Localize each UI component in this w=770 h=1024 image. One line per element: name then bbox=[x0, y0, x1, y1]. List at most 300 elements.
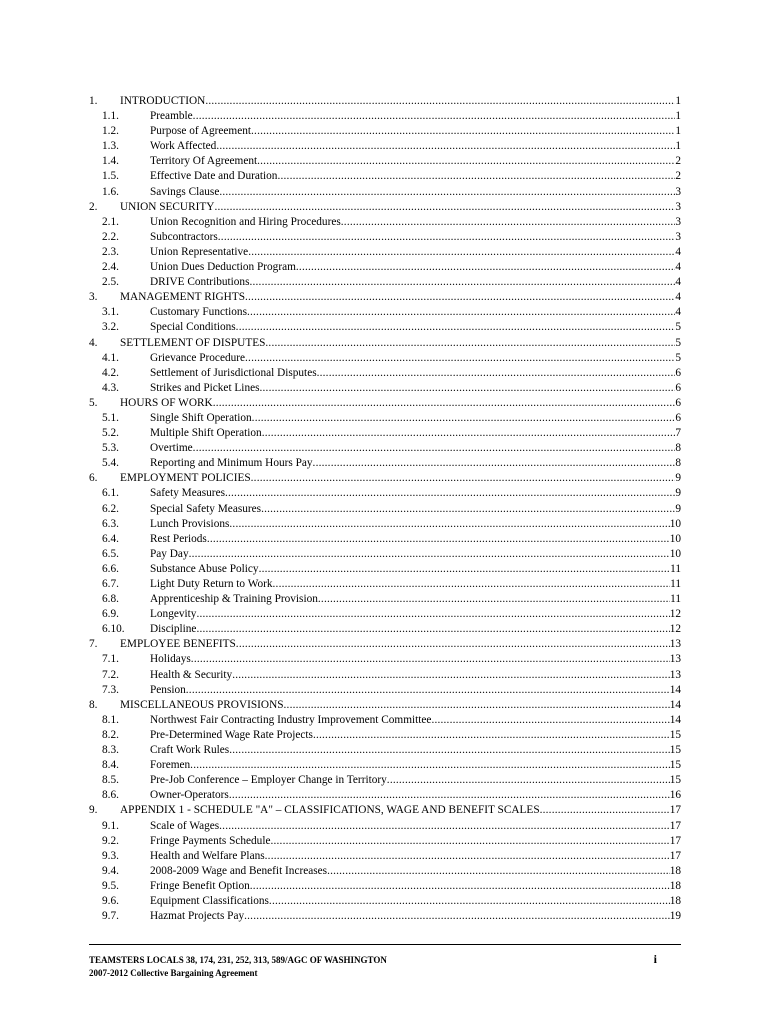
toc-entry-body bbox=[150, 592, 681, 607]
toc-subsection-entry[interactable] bbox=[89, 109, 681, 124]
toc-entry-title: Foremen bbox=[150, 759, 191, 772]
toc-dot-leader bbox=[219, 185, 675, 200]
table-of-contents bbox=[89, 94, 681, 924]
toc-entry-body bbox=[150, 773, 681, 788]
toc-subsection-entry[interactable] bbox=[89, 245, 681, 260]
toc-entry-body bbox=[150, 185, 681, 200]
toc-entry-page: 14 bbox=[669, 683, 681, 696]
toc-subsection-entry[interactable] bbox=[89, 547, 681, 562]
toc-subsection-entry[interactable] bbox=[89, 592, 681, 607]
toc-entry-title: Apprenticeship & Training Provision bbox=[150, 593, 318, 606]
toc-entry-title: Pay Day bbox=[150, 547, 189, 560]
toc-entry-title: Union Representative bbox=[150, 245, 249, 258]
toc-entry-body bbox=[150, 305, 681, 320]
toc-entry-body bbox=[150, 275, 681, 290]
toc-entry-number: 8. bbox=[89, 698, 98, 711]
toc-entry-number: 5.2. bbox=[102, 427, 119, 440]
toc-entry-page: 18 bbox=[669, 894, 681, 907]
toc-subsection-entry[interactable] bbox=[89, 728, 681, 743]
toc-entry-title: Scale of Wages bbox=[150, 819, 220, 832]
toc-subsection-entry[interactable] bbox=[89, 411, 681, 426]
toc-entry-number: 2. bbox=[89, 200, 98, 213]
toc-entry-page: 3 bbox=[675, 215, 681, 228]
toc-entry-body bbox=[150, 139, 681, 154]
toc-entry-body bbox=[150, 652, 681, 667]
toc-entry-page: 4 bbox=[675, 276, 681, 289]
toc-subsection-entry[interactable] bbox=[89, 517, 681, 532]
toc-entry-page: 15 bbox=[669, 759, 681, 772]
toc-section-entry[interactable] bbox=[89, 471, 681, 486]
toc-entry-page: 1 bbox=[675, 140, 681, 153]
toc-entry-title: MISCELLANEOUS PROVISIONS bbox=[120, 698, 284, 711]
toc-entry-body bbox=[150, 758, 681, 773]
toc-subsection-entry[interactable] bbox=[89, 320, 681, 335]
toc-entry-number: 2.2. bbox=[102, 230, 119, 243]
toc-entry-number: 8.2. bbox=[102, 728, 119, 741]
toc-subsection-entry[interactable] bbox=[89, 894, 681, 909]
toc-entry-page: 11 bbox=[670, 578, 681, 590]
toc-entry-page: 11 bbox=[670, 593, 681, 606]
toc-entry-page: 9 bbox=[675, 502, 681, 515]
toc-subsection-entry[interactable] bbox=[89, 260, 681, 275]
toc-dot-leader bbox=[236, 320, 676, 335]
toc-entry-page: 4 bbox=[675, 291, 681, 304]
toc-entry-title: Subcontractors bbox=[150, 230, 218, 243]
toc-entry-body bbox=[150, 683, 681, 698]
toc-entry-number: 6.6. bbox=[102, 562, 119, 575]
toc-entry-number: 6.10. bbox=[102, 623, 125, 636]
toc-entry-page: 13 bbox=[669, 638, 681, 651]
toc-subsection-entry[interactable] bbox=[89, 381, 681, 396]
toc-entry-number: 6.9. bbox=[102, 608, 119, 621]
toc-subsection-entry[interactable] bbox=[89, 230, 681, 245]
toc-subsection-entry[interactable] bbox=[89, 351, 681, 366]
toc-dot-leader bbox=[205, 94, 675, 109]
toc-entry-number: 6.4. bbox=[102, 532, 119, 545]
toc-entry-number: 6.2. bbox=[102, 502, 119, 515]
toc-entry-page: 10 bbox=[669, 517, 681, 530]
toc-entry-number: 8.5. bbox=[102, 774, 119, 787]
toc-entry-page: 4 bbox=[675, 245, 681, 258]
toc-entry-title: Northwest Fair Contracting Industry Improvement Committee bbox=[150, 713, 432, 726]
toc-entry-body bbox=[150, 562, 681, 577]
toc-entry-page: 3 bbox=[675, 200, 681, 213]
toc-entry-number: 3.2. bbox=[102, 321, 119, 334]
toc-entry-body bbox=[150, 109, 681, 124]
toc-dot-leader bbox=[431, 713, 669, 728]
toc-entry-page: 13 bbox=[669, 668, 681, 681]
toc-entry-body bbox=[120, 698, 681, 713]
toc-entry-title: Safety Measures bbox=[150, 487, 225, 500]
toc-entry-body bbox=[150, 411, 681, 426]
toc-entry-number: 1. bbox=[89, 95, 98, 107]
toc-dot-leader bbox=[273, 577, 671, 592]
toc-entry-number: 9.3. bbox=[102, 849, 119, 862]
toc-entry-page: 18 bbox=[669, 864, 681, 877]
toc-entry-title: Pension bbox=[150, 683, 186, 696]
toc-entry-number: 8.1. bbox=[102, 713, 119, 726]
footer-subtitle: 2007-2012 Collective Bargaining Agreement bbox=[89, 968, 258, 978]
toc-entry-page: 4 bbox=[675, 306, 681, 319]
toc-entry-number: 4.3. bbox=[102, 381, 119, 394]
toc-entry-number: 6.7. bbox=[102, 578, 119, 590]
toc-dot-leader bbox=[387, 773, 670, 788]
toc-subsection-entry[interactable] bbox=[89, 622, 681, 637]
toc-entry-page: 13 bbox=[669, 653, 681, 666]
toc-subsection-entry[interactable] bbox=[89, 486, 681, 501]
toc-entry-number: 3.1. bbox=[102, 306, 119, 319]
toc-subsection-entry[interactable] bbox=[89, 502, 681, 517]
toc-entry-page: 7 bbox=[675, 427, 681, 440]
toc-dot-leader bbox=[218, 230, 676, 245]
toc-entry-body bbox=[150, 517, 681, 532]
toc-dot-leader bbox=[232, 668, 670, 683]
toc-entry-title: Single Shift Operation bbox=[150, 411, 252, 424]
toc-entry-body bbox=[150, 834, 681, 849]
toc-entry-number: 4.2. bbox=[102, 366, 119, 379]
toc-entry-page: 1 bbox=[675, 95, 681, 107]
toc-entry-title: Strikes and Picket Lines bbox=[150, 381, 260, 394]
toc-dot-leader bbox=[219, 819, 670, 834]
toc-dot-leader bbox=[229, 517, 669, 532]
toc-entry-body bbox=[150, 260, 681, 275]
toc-dot-leader bbox=[189, 547, 670, 562]
toc-dot-leader bbox=[540, 803, 670, 818]
toc-dot-leader bbox=[193, 441, 676, 456]
toc-entry-title: APPENDIX 1 - SCHEDULE "A" – CLASSIFICATIONS, WAGE AND BENEFIT SCALES bbox=[120, 804, 540, 817]
toc-dot-leader bbox=[313, 456, 676, 471]
toc-subsection-entry[interactable] bbox=[89, 215, 681, 230]
footer-title: TEAMSTERS LOCALS 38, 174, 231, 252, 313, 589/AGC OF WASHINGTON bbox=[89, 955, 387, 965]
toc-entry-page: 17 bbox=[669, 849, 681, 862]
toc-entry-page: 4 bbox=[675, 261, 681, 274]
toc-section-entry[interactable] bbox=[89, 637, 681, 652]
toc-entry-page: 15 bbox=[669, 744, 681, 757]
toc-section-entry[interactable] bbox=[89, 94, 681, 109]
toc-entry-body bbox=[150, 864, 681, 879]
toc-entry-body bbox=[150, 169, 681, 184]
toc-entry-title: Union Recognition and Hiring Procedures bbox=[150, 215, 341, 228]
toc-dot-leader bbox=[260, 381, 676, 396]
toc-subsection-entry[interactable] bbox=[89, 879, 681, 894]
toc-entry-title: Multiple Shift Operation bbox=[150, 427, 262, 440]
toc-section-entry[interactable] bbox=[89, 200, 681, 215]
toc-dot-leader bbox=[313, 728, 670, 743]
toc-entry-page: 17 bbox=[669, 834, 681, 847]
toc-entry-title: DRIVE Contributions bbox=[150, 276, 250, 289]
toc-dot-leader bbox=[317, 366, 676, 381]
toc-entry-title: Special Conditions bbox=[150, 321, 236, 334]
toc-entry-title: Hazmat Projects Pay bbox=[150, 910, 245, 923]
toc-entry-title: Overtime bbox=[150, 442, 193, 455]
toc-entry-body bbox=[150, 351, 681, 366]
toc-dot-leader bbox=[250, 879, 670, 894]
toc-dot-leader bbox=[277, 169, 675, 184]
toc-entry-body bbox=[150, 743, 681, 758]
toc-entry-number: 2.5. bbox=[102, 276, 119, 289]
toc-subsection-entry[interactable] bbox=[89, 577, 681, 592]
toc-subsection-entry[interactable] bbox=[89, 532, 681, 547]
toc-entry-title: MANAGEMENT RIGHTS bbox=[120, 291, 245, 304]
toc-entry-page: 15 bbox=[669, 728, 681, 741]
toc-dot-leader bbox=[245, 351, 675, 366]
toc-entry-body bbox=[150, 124, 681, 139]
toc-entry-page: 16 bbox=[669, 789, 681, 802]
toc-dot-leader bbox=[236, 637, 670, 652]
toc-entry-title: Reporting and Minimum Hours Pay bbox=[150, 457, 313, 470]
toc-subsection-entry[interactable] bbox=[89, 124, 681, 139]
page-footer bbox=[89, 954, 681, 980]
toc-entry-number: 5.1. bbox=[102, 411, 119, 424]
toc-dot-leader bbox=[225, 486, 675, 501]
toc-subsection-entry[interactable] bbox=[89, 275, 681, 290]
toc-entry-title: UNION SECURITY bbox=[120, 200, 215, 213]
toc-entry-page: 5 bbox=[675, 351, 681, 364]
toc-dot-leader bbox=[247, 305, 675, 320]
toc-entry-body bbox=[150, 607, 681, 622]
toc-section-entry[interactable] bbox=[89, 336, 681, 351]
toc-entry-number: 5.4. bbox=[102, 457, 119, 470]
toc-entry-title: Customary Functions bbox=[150, 306, 247, 319]
toc-entry-body bbox=[150, 154, 681, 169]
toc-subsection-entry[interactable] bbox=[89, 426, 681, 441]
toc-dot-leader bbox=[327, 864, 670, 879]
toc-entry-number: 6.1. bbox=[102, 487, 119, 500]
toc-entry-number: 1.2. bbox=[102, 125, 119, 138]
toc-entry-title: Preamble bbox=[150, 110, 193, 123]
toc-dot-leader bbox=[196, 622, 669, 637]
toc-dot-leader bbox=[318, 592, 670, 607]
toc-entry-number: 7. bbox=[89, 638, 98, 651]
toc-entry-body bbox=[150, 668, 681, 683]
toc-section-entry[interactable] bbox=[89, 698, 681, 713]
toc-entry-page: 6 bbox=[675, 396, 681, 409]
toc-entry-number: 9.2. bbox=[102, 834, 119, 847]
toc-subsection-entry[interactable] bbox=[89, 788, 681, 803]
toc-subsection-entry[interactable] bbox=[89, 713, 681, 728]
toc-entry-page: 6 bbox=[675, 411, 681, 424]
toc-entry-body bbox=[150, 849, 681, 864]
toc-dot-leader bbox=[252, 411, 676, 426]
toc-subsection-entry[interactable] bbox=[89, 607, 681, 622]
toc-entry-body bbox=[150, 486, 681, 501]
toc-entry-title: Substance Abuse Policy bbox=[150, 562, 259, 575]
toc-subsection-entry[interactable] bbox=[89, 652, 681, 667]
toc-subsection-entry[interactable] bbox=[89, 758, 681, 773]
toc-entry-number: 3. bbox=[89, 291, 98, 304]
toc-entry-page: 1 bbox=[675, 125, 681, 138]
toc-dot-leader bbox=[269, 894, 670, 909]
toc-entry-number: 8.3. bbox=[102, 744, 119, 757]
toc-entry-body bbox=[150, 622, 681, 637]
toc-dot-leader bbox=[190, 758, 670, 773]
toc-entry-number: 8.6. bbox=[102, 789, 119, 802]
toc-entry-body bbox=[150, 819, 681, 834]
toc-dot-leader bbox=[265, 336, 675, 351]
toc-section-entry[interactable] bbox=[89, 290, 681, 305]
toc-subsection-entry[interactable] bbox=[89, 441, 681, 456]
toc-entry-page: 5 bbox=[675, 321, 681, 334]
toc-entry-body bbox=[120, 396, 681, 411]
toc-entry-number: 1.6. bbox=[102, 185, 119, 198]
toc-entry-page: 9 bbox=[675, 487, 681, 500]
toc-entry-body bbox=[120, 637, 681, 652]
toc-subsection-entry[interactable] bbox=[89, 154, 681, 169]
toc-entry-number: 7.1. bbox=[102, 653, 119, 666]
toc-dot-leader bbox=[284, 698, 670, 713]
toc-entry-body bbox=[150, 577, 681, 592]
toc-entry-page: 11 bbox=[670, 562, 681, 575]
toc-entry-title: SETTLEMENT OF DISPUTES bbox=[120, 336, 266, 349]
toc-entry-body bbox=[150, 909, 681, 924]
toc-entry-title: Longevity bbox=[150, 608, 197, 621]
toc-entry-page: 3 bbox=[675, 230, 681, 243]
toc-entry-page: 18 bbox=[669, 879, 681, 892]
toc-entry-title: 2008-2009 Wage and Benefit Increases bbox=[150, 864, 328, 877]
toc-entry-title: EMPLOYEE BENEFITS bbox=[120, 638, 236, 651]
toc-dot-leader bbox=[341, 215, 676, 230]
toc-entry-title: Fringe Benefit Option bbox=[150, 879, 250, 892]
toc-entry-title: Light Duty Return to Work bbox=[150, 578, 273, 590]
toc-entry-title: HOURS OF WORK bbox=[120, 396, 213, 409]
toc-entry-title: Holidays bbox=[150, 653, 191, 666]
toc-entry-title: Work Affected bbox=[150, 140, 217, 153]
toc-entry-number: 4.1. bbox=[102, 351, 119, 364]
toc-dot-leader bbox=[261, 502, 675, 517]
toc-subsection-entry[interactable] bbox=[89, 562, 681, 577]
toc-entry-title: Health and Welfare Plans bbox=[150, 849, 265, 862]
toc-dot-leader bbox=[259, 562, 671, 577]
toc-entry-body bbox=[150, 441, 681, 456]
toc-dot-leader bbox=[251, 124, 675, 139]
toc-entry-number: 6.5. bbox=[102, 547, 119, 560]
toc-dot-leader bbox=[216, 139, 675, 154]
toc-entry-number: 9.1. bbox=[102, 819, 119, 832]
toc-entry-page: 8 bbox=[675, 457, 681, 470]
toc-entry-body bbox=[150, 532, 681, 547]
toc-entry-body bbox=[120, 803, 681, 818]
toc-entry-page: 10 bbox=[669, 547, 681, 560]
toc-entry-body bbox=[120, 200, 681, 215]
toc-entry-body bbox=[150, 713, 681, 728]
toc-section-entry[interactable] bbox=[89, 803, 681, 818]
toc-entry-page: 6 bbox=[675, 381, 681, 394]
toc-subsection-entry[interactable] bbox=[89, 305, 681, 320]
toc-entry-page: 1 bbox=[675, 110, 681, 123]
toc-subsection-entry[interactable] bbox=[89, 743, 681, 758]
toc-entry-number: 6.3. bbox=[102, 517, 119, 530]
footer-page-number: i bbox=[653, 952, 657, 966]
toc-entry-number: 2.4. bbox=[102, 261, 119, 274]
toc-entry-title: INTRODUCTION bbox=[120, 95, 206, 107]
toc-dot-leader bbox=[244, 909, 670, 924]
toc-entry-number: 1.3. bbox=[102, 140, 119, 153]
toc-subsection-entry[interactable] bbox=[89, 139, 681, 154]
toc-entry-body bbox=[150, 215, 681, 230]
toc-subsection-entry[interactable] bbox=[89, 456, 681, 471]
toc-entry-body bbox=[120, 336, 681, 351]
toc-entry-number: 9.5. bbox=[102, 879, 119, 892]
toc-entry-number: 1.5. bbox=[102, 170, 119, 183]
toc-entry-title: Pre-Determined Wage Rate Projects bbox=[150, 728, 313, 741]
toc-dot-leader bbox=[270, 834, 669, 849]
toc-entry-page: 10 bbox=[669, 532, 681, 545]
toc-entry-body bbox=[150, 245, 681, 260]
toc-section-entry[interactable] bbox=[89, 396, 681, 411]
toc-entry-title: Fringe Payments Schedule bbox=[150, 834, 271, 847]
toc-dot-leader bbox=[213, 396, 676, 411]
toc-entry-body bbox=[150, 426, 681, 441]
toc-subsection-entry[interactable] bbox=[89, 819, 681, 834]
toc-dot-leader bbox=[207, 532, 670, 547]
toc-entry-title: Purpose of Agreement bbox=[150, 125, 252, 138]
toc-entry-number: 6. bbox=[89, 472, 98, 485]
toc-entry-title: Lunch Provisions bbox=[150, 517, 230, 530]
toc-entry-page: 17 bbox=[669, 819, 681, 832]
toc-subsection-entry[interactable] bbox=[89, 864, 681, 879]
toc-entry-title: Discipline bbox=[150, 623, 197, 636]
toc-dot-leader bbox=[262, 426, 676, 441]
toc-dot-leader bbox=[257, 154, 675, 169]
toc-entry-page: 6 bbox=[675, 366, 681, 379]
toc-dot-leader bbox=[229, 743, 669, 758]
toc-entry-title: Savings Clause bbox=[150, 185, 220, 198]
toc-dot-leader bbox=[229, 788, 670, 803]
toc-entry-page: 19 bbox=[669, 910, 681, 923]
toc-entry-page: 3 bbox=[675, 185, 681, 198]
toc-entry-body bbox=[120, 471, 681, 486]
toc-entry-number: 4. bbox=[89, 336, 98, 349]
toc-entry-page: 12 bbox=[669, 608, 681, 621]
toc-entry-page: 14 bbox=[669, 713, 681, 726]
toc-entry-title: EMPLOYMENT POLICIES bbox=[120, 472, 251, 485]
toc-subsection-entry[interactable] bbox=[89, 849, 681, 864]
toc-entry-page: 8 bbox=[675, 442, 681, 455]
toc-subsection-entry[interactable] bbox=[89, 909, 681, 924]
toc-subsection-entry[interactable] bbox=[89, 683, 681, 698]
toc-entry-body bbox=[150, 320, 681, 335]
toc-entry-number: 7.2. bbox=[102, 668, 119, 681]
toc-entry-number: 2.1. bbox=[102, 215, 119, 228]
toc-subsection-entry[interactable] bbox=[89, 185, 681, 200]
toc-entry-page: 2 bbox=[675, 155, 681, 168]
toc-entry-number: 1.1. bbox=[102, 110, 119, 123]
toc-entry-body bbox=[150, 366, 681, 381]
toc-entry-body bbox=[150, 456, 681, 471]
toc-dot-leader bbox=[248, 245, 675, 260]
toc-dot-leader bbox=[191, 652, 670, 667]
toc-entry-title: Union Dues Deduction Program bbox=[150, 261, 296, 274]
toc-entry-title: Owner-Operators bbox=[150, 789, 229, 802]
toc-entry-title: Settlement of Jurisdictional Disputes bbox=[150, 366, 317, 379]
toc-entry-number: 9.7. bbox=[102, 910, 119, 923]
toc-dot-leader bbox=[265, 849, 670, 864]
toc-entry-body bbox=[150, 381, 681, 396]
toc-entry-body bbox=[150, 728, 681, 743]
toc-entry-body bbox=[150, 879, 681, 894]
toc-entry-body bbox=[120, 94, 681, 109]
toc-dot-leader bbox=[245, 290, 675, 305]
toc-subsection-entry[interactable] bbox=[89, 834, 681, 849]
toc-entry-page: 15 bbox=[669, 774, 681, 787]
toc-entry-title: Territory Of Agreement bbox=[150, 155, 258, 168]
toc-subsection-entry[interactable] bbox=[89, 366, 681, 381]
toc-subsection-entry[interactable] bbox=[89, 668, 681, 683]
toc-subsection-entry[interactable] bbox=[89, 773, 681, 788]
toc-entry-page: 9 bbox=[675, 472, 681, 485]
toc-dot-leader bbox=[251, 471, 676, 486]
toc-subsection-entry[interactable] bbox=[89, 169, 681, 184]
